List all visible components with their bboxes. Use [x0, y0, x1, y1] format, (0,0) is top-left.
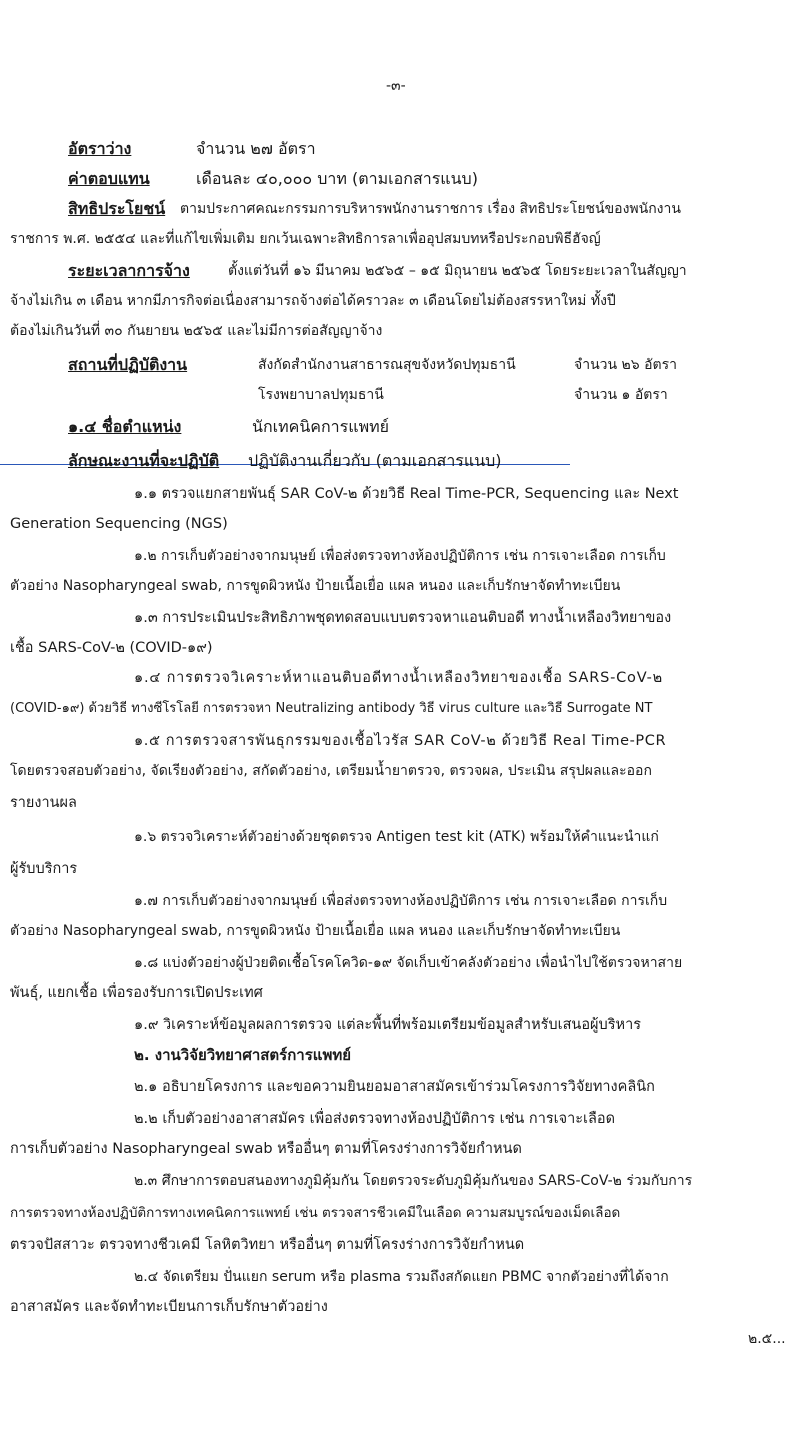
list-item: ตัวอย่าง Nasopharyngeal swab, การขูดผิวหนัง ป้ายเนื้อเยื่อ แผล หนอง และเก็บรักษาจัดทำทะเบียน [10, 578, 621, 594]
list-item: ผู้รับบริการ [10, 861, 78, 877]
duties-value: ปฏิบัติงานเกี่ยวกับ (ตามเอกสารแนบ) [248, 451, 502, 470]
benefits-text: ตามประกาศคณะกรรมการบริหารพนักงานราชการ เรื่อง สิทธิประโยชน์ของพนักงาน [180, 201, 681, 217]
duties-label: ลักษณะงานที่จะปฏิบัติ [68, 451, 220, 470]
list-item: โดยตรวจสอบตัวอย่าง, จัดเรียงตัวอย่าง, สกัดตัวอย่าง, เตรียมน้ำยาตรวจ, ตรวจผล, ประเมิน สรุปผลและออก [10, 763, 652, 779]
list-item: ๑.๘ แบ่งตัวอย่างผู้ป่วยติดเชื้อโรคโควิด-๑๙ จัดเก็บเข้าคลังตัวอย่าง เพื่อนำไปใช้ตรวจหาสาย [134, 955, 683, 971]
continuation-marker: ๒.๕... [748, 1331, 786, 1347]
list-item: การตรวจทางห้องปฏิบัติการทางเทคนิคการแพทย์ เช่น ตรวจสารชีวเคมีในเลือด ความสมบูรณ์ของเม็ดเลือด [10, 1205, 621, 1221]
list-item: Generation Sequencing (NGS) [10, 516, 228, 532]
section-title: ๒. งานวิจัยวิทยาศาสตร์การแพทย์ [134, 1046, 352, 1064]
list-item: ๑.๖ ตรวจวิเคราะห์ตัวอย่างด้วยชุดตรวจ Antigen test kit (ATK) พร้อมให้คำแนะนำแก่ [134, 829, 659, 845]
list-item: ๑.๔ การตรวจวิเคราะห์หาแอนติบอดีทางน้ำเหลืองวิทยาของเชื้อ SARS-CoV-๒ [134, 670, 663, 686]
list-item: ๒.๔ จัดเตรียม ปั่นแยก serum หรือ plasma รวมถึงสกัดแยก PBMC จากตัวอย่างที่ได้จาก [134, 1269, 669, 1285]
workplace-1-count: จำนวน ๒๖ อัตรา [574, 357, 677, 373]
list-item: ๑.๗ การเก็บตัวอย่างจากมนุษย์ เพื่อส่งตรวจทางห้องปฏิบัติการ เช่น การเจาะเลือด การเก็บ [134, 893, 668, 909]
compensation-label: ค่าตอบแทน [68, 169, 150, 188]
workplace-1-name: สังกัดสำนักงานสาธารณสุขจังหวัดปทุมธานี [258, 357, 516, 373]
compensation-value: เดือนละ ๔๐,๐๐๐ บาท (ตามเอกสารแนบ) [196, 169, 478, 188]
workplace-label: สถานที่ปฏิบัติงาน [68, 355, 188, 374]
list-item: ๒.๑ อธิบายโครงการ และขอความยินยอมอาสาสมัครเข้าร่วมโครงการวิจัยทางคลินิก [134, 1079, 655, 1095]
list-item: ๑.๓ การประเมินประสิทธิภาพชุดทดสอบแบบตรวจหาแอนติบอดี ทางน้ำเหลืองวิทยาของ [134, 610, 672, 626]
workplace-2-name: โรงพยาบาลปทุมธานี [258, 387, 384, 403]
list-item: ๑.๒ การเก็บตัวอย่างจากมนุษย์ เพื่อส่งตรวจทางห้องปฏิบัติการ เช่น การเจาะเลือด การเก็บ [134, 548, 666, 564]
list-item: ๒.๓ ศึกษาการตอบสนองทางภูมิคุ้มกัน โดยตรวจระดับภูมิคุ้มกันของ SARS-CoV-๒ ร่วมกับการ [134, 1173, 693, 1189]
vacancy-label: อัตราว่าง [68, 139, 132, 158]
list-item: ๑.๙ วิเคราะห์ข้อมูลผลการตรวจ แต่ละพื้นที่พร้อมเตรียมข้อมูลสำหรับเสนอผู้บริหาร [134, 1017, 642, 1033]
list-item: พันธุ์, แยกเชื้อ เพื่อรองรับการเปิดประเทศ [10, 985, 263, 1001]
list-item: ๒.๒ เก็บตัวอย่างอาสาสมัคร เพื่อส่งตรวจทางห้องปฏิบัติการ เช่น การเจาะเลือด [134, 1111, 615, 1127]
list-item: (COVID-๑๙) ด้วยวิธี ทางซีโรโลยี การตรวจหา Neutralizing antibody วิธี virus culture และวิธี Surrogate NT [10, 701, 653, 716]
list-item: ๑.๑ ตรวจแยกสายพันธุ์ SAR CoV-๒ ด้วยวิธี Real Time-PCR, Sequencing และ Next [134, 486, 679, 502]
period-label: ระยะเวลาการจ้าง [68, 261, 190, 280]
benefits-text: ราชการ พ.ศ. ๒๕๕๔ และที่แก้ไขเพิ่มเติม ยกเว้นเฉพาะสิทธิการลาเพื่ออุปสมบทหรือประกอบพิธีฮัจญ์ [10, 231, 601, 247]
workplace-2-count: จำนวน ๑ อัตรา [574, 387, 668, 403]
list-item: ตัวอย่าง Nasopharyngeal swab, การขูดผิวหนัง ป้ายเนื้อเยื่อ แผล หนอง และเก็บรักษาจัดทำทะเบียน [10, 923, 621, 939]
benefits-label: สิทธิประโยชน์ [68, 199, 166, 218]
list-item: เชื้อ SARS-CoV-๒ (COVID-๑๙) [10, 640, 213, 656]
list-item: การเก็บตัวอย่าง Nasopharyngeal swab หรืออื่นๆ ตามที่โครงร่างการวิจัยกำหนด [10, 1141, 522, 1157]
period-text: ต้องไม่เกินวันที่ ๓๐ กันยายน ๒๕๖๕ และไม่มีการต่อสัญญาจ้าง [10, 323, 383, 339]
vacancy-value: จำนวน ๒๗ อัตรา [196, 139, 316, 158]
list-item: รายงานผล [10, 795, 77, 811]
period-text: จ้างไม่เกิน ๓ เดือน หากมีภารกิจต่อเนื่องสามารถจ้างต่อได้คราวละ ๓ เดือนโดยไม่ต้องสรรหาใหม่ ทั้งปี [10, 293, 616, 309]
period-text: ตั้งแต่วันที่ ๑๖ มีนาคม ๒๕๖๕ – ๑๕ มิถุนายน ๒๕๖๕ โดยระยะเวลาในสัญญา [228, 263, 687, 279]
list-item: ตรวจปัสสาวะ ตรวจทางชีวเคมี โลหิตวิทยา หรืออื่นๆ ตามที่โครงร่างการวิจัยกำหนด [10, 1237, 525, 1253]
list-item: ๑.๕ การตรวจสารพันธุกรรมของเชื้อไวรัส SAR CoV-๒ ด้วยวิธี Real Time-PCR [134, 733, 667, 749]
position-value: นักเทคนิคการแพทย์ [252, 417, 390, 436]
position-label: ๑.๔ ชื่อตำแหน่ง [68, 417, 182, 436]
page-number: -๓- [386, 78, 406, 94]
list-item: อาสาสมัคร และจัดทำทะเบียนการเก็บรักษาตัวอย่าง [10, 1299, 328, 1315]
